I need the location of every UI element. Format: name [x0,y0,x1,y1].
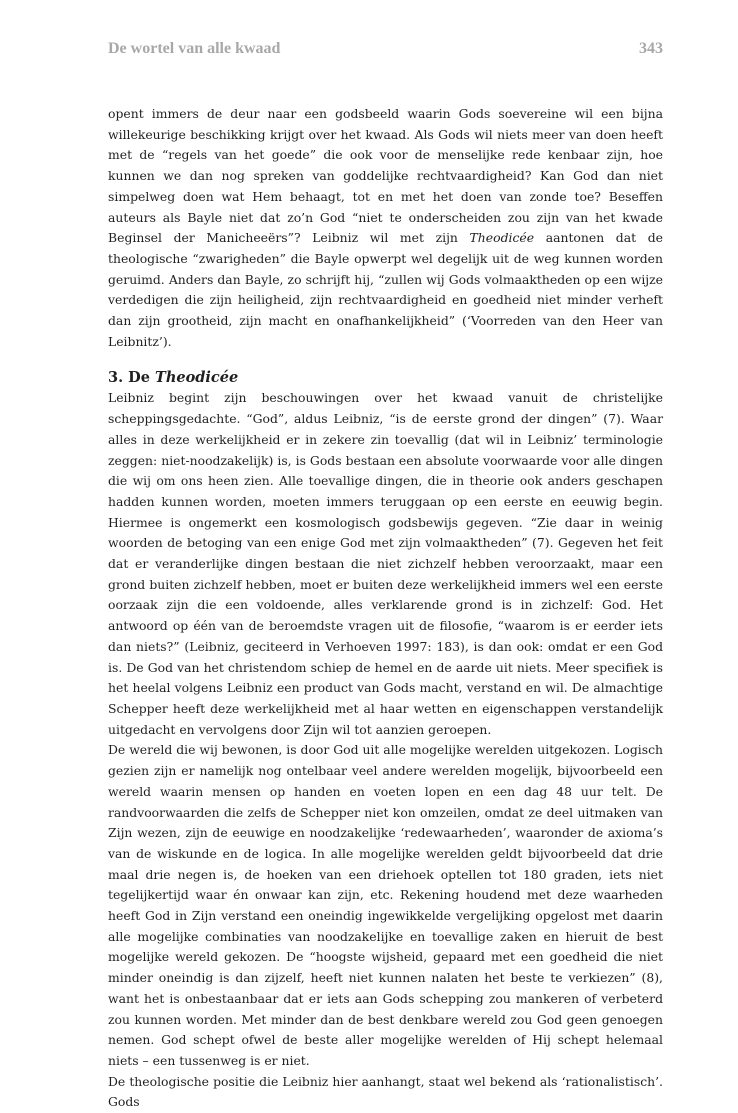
paragraph-1-text-a: opent immers de deur naar een godsbeeld waarin Gods soevereine wil een bijna willekeurige beschikking krijgt over het kwaad. Als Gods wil niets meer van doen heeft met de “regels van het goede” die ook voor de menselijke rede kenbaar zijn, hoe kunnen we dan nog spreken van goddelijke rechtvaardigheid? Kan God dan niet simpelweg doen wat Hem behaagt, tot en met het doen van zonde toe? Beseffen auteurs als Bayle niet dat zo’n God “niet te onderscheiden zou zijn van het kwade Beginsel der Manicheeërs”? Leibniz wil met zijn [108,106,663,246]
running-head-title: De wortel van alle kwaad [108,40,281,57]
paragraph-3: De wereld die wij bewonen, is door God uit alle mogelijke werelden uitgekozen. Logisch gezien zijn er namelijk nog ontelbaar veel andere werelden mogelijk, bijvoorbeeld een wereld waarin mensen op handen en voeten lopen en een dag 48 uur telt. De randvoorwaarden die zelfs de Schepper niet kon omzeilen, omdat ze deel uitmaken van Zijn wezen, zijn de eeuwige en noodzakelijke ‘redewaarheden’, waaronder de axioma’s van de wiskunde en de logica. In alle mogelijke werelden geldt bijvoorbeeld dat drie maal drie negen is, de hoeken van een driehoek optellen tot 180 graden, iets niet tegelijkertijd waar én onwaar kan zijn, etc. Rekening houdend met deze waarheden heeft God in Zijn verstand een oneindig ingewikkelde vergelijking opgelost met daarin alle mogelijke combinaties van noodzakelijke en toevallige zaken en hieruit de best mogelijke wereld gekozen. De “hoogste wijsheid, gepaard met een goedheid die niet minder oneindig is dan zijzelf, heeft niet kunnen nalaten het beste te verkiezen” (8), want het is onbestaanbaar dat er iets aan Gods schepping zou mankeren of verbeterd zou kunnen worden. Met minder dan de best denkbare wereld zou God geen genoegen nemen. God schept ofwel de beste aller mogelijke werelden of Hij schept helemaal niets – een tussenweg is er niet. [108,742,663,1068]
section-title: Theodicée [155,369,239,387]
section-number: 3. De [108,369,156,387]
paragraph-1-italic-title: Theodicée [469,230,535,246]
body-text [108,104,663,1113]
paragraph-4: De theologische positie die Leibniz hier aanhangt, staat wel bekend als ‘rationalistisch’. Gods [108,1073,663,1110]
paragraph-2: Leibniz begint zijn beschouwingen over het kwaad vanuit de christelijke scheppingsgedachte. “God”, aldus Leibniz, “is de eerste grond der dingen” (7). Waar alles in deze werkelijkheid er in zekere zin toevallig (dat wil in Leibniz’ terminologie zeggen: niet-noodzakelijk) is, is Gods bestaan een absolute voorwaarde voor alle dingen die wij om ons heen zien. Alle toevallige dingen, die in theorie ook anders geschapen hadden kunnen worden, moeten immers teruggaan op een eerste en eeuwig begin. Hiermee is ongemerkt een kosmologisch godsbewijs gegeven. “Zie daar in weinig woorden de betoging van een enige God met zijn volmaaktheden” (7). Gegeven het feit dat er veranderlijke dingen bestaan die niet zichzelf hebben veroorzaakt, maar een grond buiten zichzelf hebben, moet er buiten deze werkelijkheid immers wel een eerste oorzaak zijn die een voldoende, alles verklarende grond is in zichzelf: God. Het antwoord op één van de beroemdste vragen uit de filosofie, “waarom is er eerder iets dan niets?” (Leibniz, geciteerd in Verhoeven 1997: 183), is dan ook: omdat er een God is. De God van het christendom schiep de hemel en de aarde uit niets. Meer specifiek is het heelal volgens Leibniz een product van Gods macht, verstand en wil. De almachtige Schepper heeft deze werkelijkheid met al haar wetten en eigenschappen verstandelijk uitgedacht en vervolgens door Zijn wil tot aanzien geroepen. [108,390,663,737]
section-heading [108,368,663,388]
paragraph-1-text-b: aantonen dat de theologische “zwarigheden” die Bayle opwerpt wel degelijk uit de weg kunnen worden geruimd. Anders dan Bayle, zo schrijft hij, “zullen wij Gods volmaaktheden op een wijze verdedigen die zijn heiligheid, zijn rechtvaardigheid en goedheid niet minder verheft dan zijn grootheid, zijn macht en onafhankelijkheid” (‘Voorreden van den Heer van Leibnitz’). [108,230,663,349]
page-number: 343 [639,40,663,57]
paragraph-1 [108,104,663,352]
running-head [108,40,663,62]
